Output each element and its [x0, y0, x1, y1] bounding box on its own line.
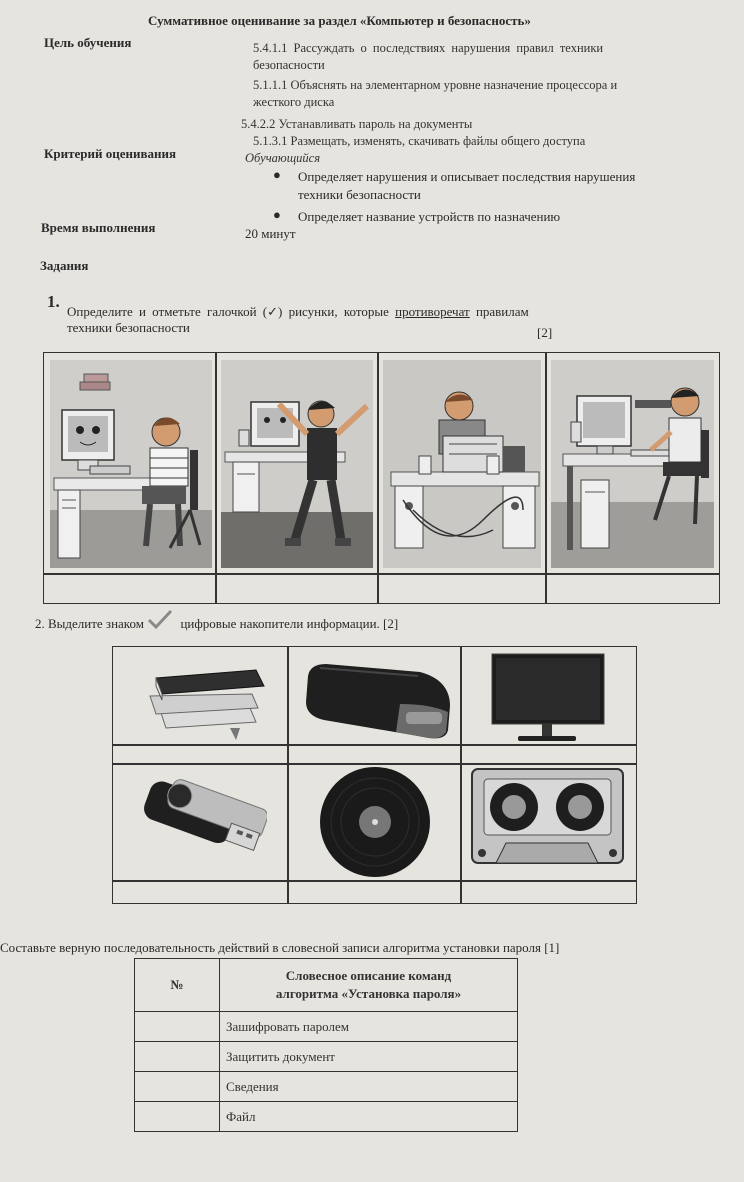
criteria-line: техники безопасности [298, 187, 421, 202]
table-divider [43, 573, 720, 575]
learner-label: Обучающийся [245, 151, 321, 165]
table-header-row [135, 959, 518, 1012]
table-divider [112, 744, 637, 746]
bullet-icon: ● [273, 207, 281, 222]
step-description: Сведения [220, 1072, 518, 1102]
column-number-header: № [135, 959, 220, 1012]
table-row [135, 1072, 518, 1102]
picture-books [140, 648, 270, 742]
picture-boy-correct-posture [551, 360, 714, 568]
task1-underlined-word: противоречат [395, 304, 470, 319]
task2-text [35, 610, 398, 632]
task1-text-line2: техники безопасности [67, 320, 190, 335]
criteria-line: Определяет название устройств по назначению [298, 209, 561, 224]
goal-line: 5.4.2.2 Устанавливать пароль на документы [241, 117, 473, 131]
criteria-label: Критерий оценивания [44, 146, 177, 161]
picture-audio-cassette [470, 767, 625, 865]
table-divider [215, 352, 217, 604]
picture-boy-eating-at-computer [50, 360, 212, 568]
step-number-cell[interactable] [135, 1042, 220, 1072]
bullet-icon: ● [273, 167, 281, 182]
picture-usb-flash-drive [132, 766, 267, 878]
table-divider [545, 352, 547, 604]
goal-line: 5.4.1.1 Рассуждать о последствиях нарушения правил техники [253, 41, 604, 55]
picture-monitor [488, 652, 608, 744]
step-description: Зашифровать паролем [220, 1012, 518, 1042]
column-description-line1: Словесное описание команд [285, 968, 452, 983]
table-row [135, 1102, 518, 1132]
task1-text-end: правилам [475, 304, 529, 319]
column-description-header [220, 959, 518, 1012]
goal-line: безопасности [253, 58, 325, 72]
time-value: 20 минут [245, 226, 296, 241]
picture-boy-dancing-near-computer [221, 360, 373, 568]
table-divider [112, 880, 637, 882]
column-description-line2: алгоритма «Установка пароля» [275, 986, 462, 1001]
table-divider [112, 763, 637, 765]
table-divider [287, 646, 289, 904]
task1-score: [2] [537, 325, 553, 340]
goal-line: 5.1.1.1 Объяснять на элементарном уровне назначение процессора и [253, 78, 618, 92]
criteria-line: Определяет нарушения и описывает последствия нарушения [298, 169, 636, 184]
task2-text-before: 2. Выделите знаком [35, 616, 144, 631]
step-number-cell[interactable] [135, 1102, 220, 1132]
page-title: Суммативное оценивание за раздел «Компьютер и безопасность» [148, 13, 531, 28]
step-number-cell[interactable] [135, 1072, 220, 1102]
step-description: Файл [220, 1102, 518, 1132]
goal-label: Цель обучения [44, 35, 132, 50]
tasks-label: Задания [40, 258, 89, 273]
step-description: Защитить документ [220, 1042, 518, 1072]
task1-text-start: Определите и отметьте галочкой (✓) рисунки, которые [67, 304, 389, 319]
picture-external-hard-drive [300, 650, 455, 742]
goal-line: 5.1.3.1 Размещать, изменять, скачивать файлы общего доступа [253, 134, 586, 148]
table-row [135, 1042, 518, 1072]
picture-boy-taking-apart-computer [383, 360, 541, 568]
password-algorithm-table [134, 958, 518, 1132]
table-divider [460, 646, 462, 904]
checkmark-icon [147, 610, 177, 632]
task1-number: 1. [47, 292, 60, 311]
time-label: Время выполнения [41, 220, 156, 235]
task3-text: Составьте верную последовательность действий в словесной записи алгоритма установки пароля [1] [0, 940, 560, 955]
task1-text [67, 304, 529, 320]
task2-text-after: цифровые накопители информации. [2] [180, 616, 399, 631]
step-number-cell[interactable] [135, 1012, 220, 1042]
goal-line: жесткого диска [253, 95, 335, 109]
table-divider [377, 352, 379, 604]
table-row [135, 1012, 518, 1042]
picture-vinyl-record [316, 766, 434, 878]
